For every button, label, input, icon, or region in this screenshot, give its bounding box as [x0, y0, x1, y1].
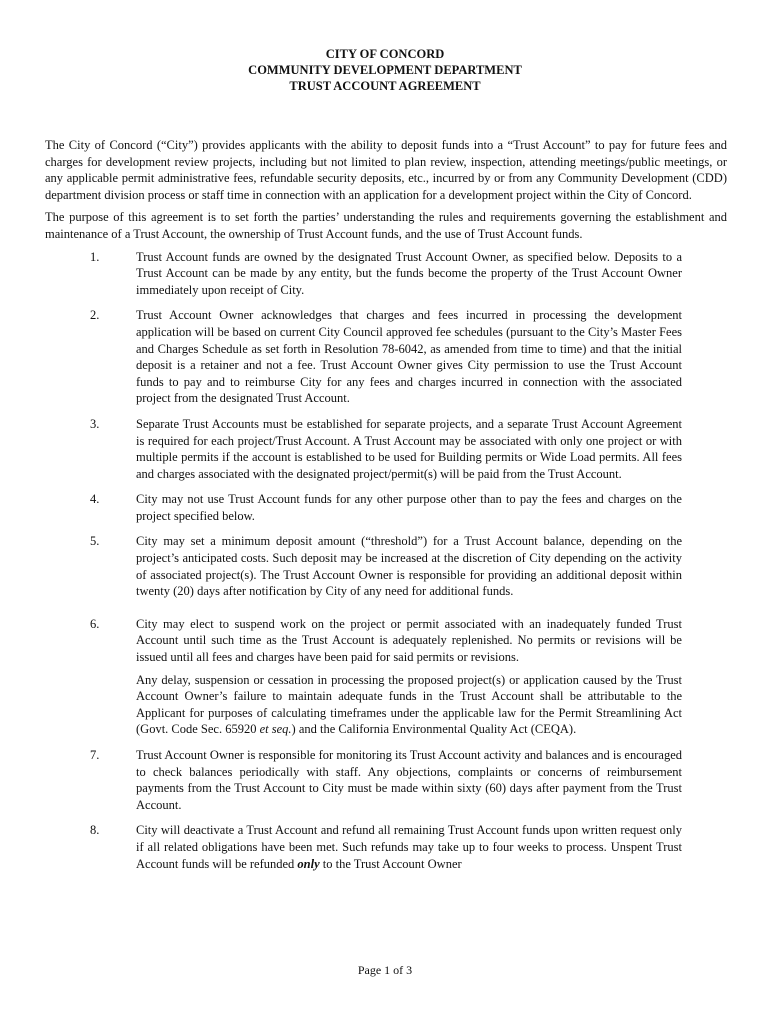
item-text: City may set a minimum deposit amount (“threshold”) for a Trust Account balance, depending on the project’s anticipated costs. Such deposit may be increased at the discretion of City depending on the activity of associated project(s). The Trust Account Owner is responsible for providing an additional deposit within twenty (20) days after notification by City of any need for additional funds. — [136, 534, 682, 599]
item-text-part: to the Trust Account Owner — [319, 856, 462, 871]
intro-paragraph-2: The purpose of this agreement is to set forth the parties’ understanding the rules and requirements governing the establishment and maintenance of a Trust Account, the ownership of Trust Account funds, and the use of Trust Account funds. — [45, 210, 727, 241]
list-item — [45, 416, 727, 482]
item-text-part: Any delay, suspension or cessation in processing the proposed project(s) or application caused by the Trust Account Owner’s failure to maintain adequate funds in the Trust Account shall be attributable to the Applicant for purposes of calculating timeframes under the applicable law for the Permit Streamlining Act (Govt. Code Sec. 65920 — [136, 672, 682, 737]
item-text: Trust Account Owner is responsible for monitoring its Trust Account activity and balances and is encouraged to check balances periodically with staff. Any objections, complaints or concerns of reimbursement payments from the Trust Account to City must be made within sixty (60) days after payment from the Trust Account. — [136, 748, 682, 812]
list-item — [45, 822, 727, 872]
item-number: 6. — [90, 616, 100, 631]
item-number: 5. — [90, 534, 100, 549]
item-text: City may not use Trust Account funds for any other purpose other than to pay the fees and charges on the project specified below. — [136, 492, 682, 523]
item-number: 3. — [90, 416, 100, 431]
item-text-part: City will deactivate a Trust Account and refund all remaining Trust Account funds upon written request only if all related obligations have been met. Such refunds may take up to four weeks to process. Unspent Trust Account funds will be refunded — [136, 823, 682, 871]
terms-list — [45, 249, 727, 873]
header-title: TRUST ACCOUNT AGREEMENT — [289, 79, 481, 93]
list-item — [45, 307, 727, 407]
item-number: 7. — [90, 748, 100, 762]
intro-paragraph-1: The City of Concord (“City”) provides applicants with the ability to deposit funds into a “Trust Account” to pay for future fees and charges for development review projects, including but not limited to plan review, inspection, attending meetings/public meetings, or any applicable permit administrative fees, refundable security deposits, etc., incurred by or from any Community Development (CDD) department division process or staff time in connection with an application for a development project within the City of Concord. — [45, 138, 727, 202]
list-item — [45, 249, 727, 299]
header-city: CITY OF CONCORD — [325, 47, 445, 61]
item-text: Trust Account funds are owned by the designated Trust Account Owner, as specified below. Deposits to a Trust Account can be made by any entity, but the funds become the property of the Trust Account Owner immediately upon receipt of City. — [136, 249, 682, 297]
document-header — [0, 46, 770, 94]
item-text: Separate Trust Accounts must be established for separate projects, and a separate Trust Account Agreement is required for each project/Trust Account. A Trust Account may be associated with only one project or with multiple permits if the account is established to be used for Building permits or Wide Load permits. All fees and charges associated with the designated project/permit(s) will be paid from the Trust Account. — [136, 416, 682, 481]
document-body — [45, 137, 727, 881]
header-department: COMMUNITY DEVELOPMENT DEPARTMENT — [248, 63, 522, 77]
item-text-part: ) and the California Environmental Quality Act (CEQA). — [291, 722, 577, 737]
item-number: 4. — [90, 492, 100, 507]
list-item — [45, 491, 727, 524]
item-number: 2. — [90, 308, 100, 323]
list-item — [45, 533, 727, 599]
item-number: 8. — [90, 823, 100, 838]
item-number: 1. — [90, 249, 100, 264]
item-text: City may elect to suspend work on the project or permit associated with an inadequately funded Trust Account until such time as the Trust Account is adequately replenished. No permits or revisions will be issued until all fees and charges have been paid for said permits or revisions. — [136, 616, 682, 665]
item-text: Trust Account Owner acknowledges that charges and fees incurred in processing the development application will be based on current City Council approved fee schedules (pursuant to the City’s Master Fees and Charges Schedule as set forth in Resolution 78-6042, as amended from time to time) and that the initial deposit is a retainer and not a fee. Trust Account Owner gives City permission to use the Trust Account funds to pay and to reimburse City for any fees and charges incurred in connection with the associated project from the designated Trust Account. — [136, 308, 682, 406]
list-item — [45, 616, 727, 738]
item-text-italic: et seq. — [259, 722, 292, 737]
page-number: Page 1 of 3 — [357, 963, 413, 977]
item-text-emphasis: only — [297, 856, 320, 871]
item-text-continued — [136, 672, 682, 738]
list-item — [45, 747, 727, 813]
item-text — [136, 822, 682, 872]
